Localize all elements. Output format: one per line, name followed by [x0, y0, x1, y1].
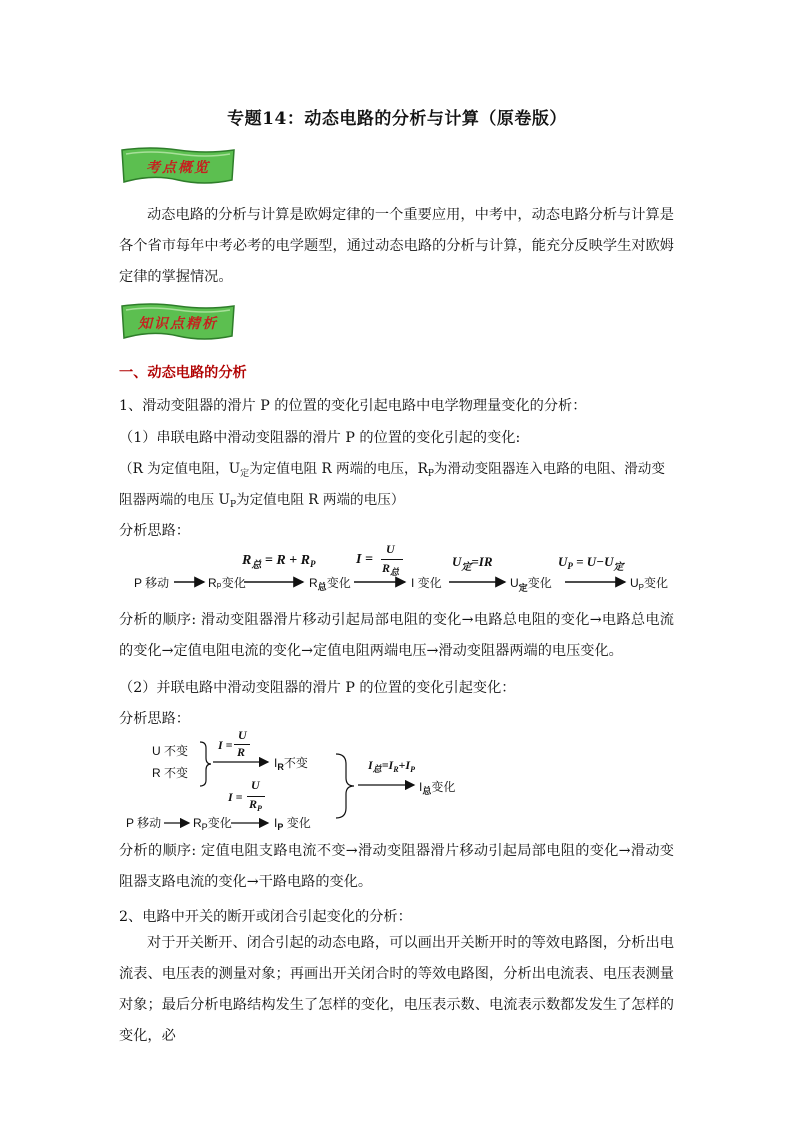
formula-total-current-sum: $I_总=I_R+I_P$	[368, 758, 415, 774]
ip-change-label: $I_P$ 变化	[274, 816, 311, 832]
flow-arrows-2	[0, 728, 794, 838]
itotal-change-label: $I_总$变化	[419, 780, 456, 796]
banner-knowledge-analysis	[120, 302, 236, 342]
formula-slider-voltage: $U_P = U-U_定$	[558, 554, 624, 573]
rtotal-change-label: $R_总$变化	[309, 576, 351, 592]
formula-fixed-voltage: $U_定=IR$	[452, 554, 493, 573]
i-change-label: I 变化	[411, 576, 442, 590]
switch-analysis-paragraph: 对于开关断开、闭合引起的动态电路，可以画出开关断开时的等效电路图，分析出电流表、电压表的测量对象；再画出开关闭合时的等效电路图，分析出电流表、电压表测量对象；最后分析电路结构发生了怎样的变化，电压表示数、电流表示数都发发生了怎样的变化，必	[119, 935, 674, 1044]
rp-change-label-2: $R_P$变化	[193, 816, 232, 832]
r-constant-label: R 不变	[152, 766, 189, 780]
banner-label: 知识点精析	[138, 316, 218, 332]
note-line-2: 阻器两端的电压 $U_P$为定值电阻 R 两端的电压）	[119, 492, 405, 510]
ufixed-change-label: $U_定$变化	[510, 576, 552, 593]
series-flow-diagram: P 移动 Rₚ变化 $R_总$变化 I 变化 $U_定$变化 $U_P$变化 $R_总 = R + R_P$ I = U $R_总$ $U_定=IR$ $U_P = U-U_定$	[0, 540, 794, 600]
series-order-paragraph: 分析的顺序: 滑动变阻器滑片移动引起局部电阻的变化→电路总电阻的变化→电路总电流的变化→定值电阻电流的变化→定值电阻两端电压→滑动变阻器两端的电压变化。	[119, 612, 674, 659]
up-change-label: $U_P$变化	[630, 576, 669, 592]
analysis-idea-label-2: 分析思路：	[119, 711, 190, 727]
item-1-2: （2）并联电路中滑动变阻器的滑片 P 的位置的变化引起变化：	[119, 680, 516, 696]
parallel-order-paragraph: 分析的顺序: 定值电阻支路电流不变→滑动变阻器滑片移动引起局部电阻的变化→滑动变阻器支路电流的变化→干路电路的变化。	[119, 843, 674, 890]
banner-label: 考点概览	[146, 160, 210, 176]
rp-change-label: Rₚ变化	[208, 576, 246, 590]
banner-exam-overview	[120, 146, 236, 186]
u-constant-label: U 不变	[152, 744, 189, 758]
intro-paragraph: 动态电路的分析与计算是欧姆定律的一个重要应用，中考中，动态电路分析与计算是各个省市每年中考必考的电学题型，通过动态电路的分析与计算，能充分反映学生对欧姆定律的掌握情况。	[119, 207, 674, 285]
section-heading: 一、动态电路的分析	[119, 365, 247, 381]
item-1-1: （1）串联电路中滑动变阻器的滑片 P 的位置的变化引起的变化:	[119, 430, 521, 446]
parallel-flow-diagram: U 不变 R 不变 I = U R $I_R$不变 I = U $R_P$ P 移动 $R_P$变化 $I_P$ 变化 $I_总=I_R+I_P$ $I_总$变化	[0, 728, 794, 838]
ir-constant-label: $I_R$不变	[274, 756, 308, 772]
p-move-label-2: P 移动	[126, 816, 162, 830]
page-title: 专题14：动态电路的分析与计算（原卷版）	[227, 109, 567, 129]
formula-total-resistance: $R_总 = R + R_P$	[242, 553, 316, 571]
item-1: 1、滑动变阻器的滑片 P 的位置的变化引起电路中电学物理量变化的分析：	[119, 398, 587, 414]
item-2: 2、电路中开关的断开或闭合引起变化的分析：	[119, 909, 412, 925]
analysis-idea-label: 分析思路：	[119, 523, 190, 539]
p-move-label: P 移动	[134, 576, 170, 590]
note-line-1: （R 为定值电阻，$U_定$为定值电阻 R 两端的电压，$R_P$为滑动变阻器连入电路的电阻、滑动变	[119, 461, 665, 479]
